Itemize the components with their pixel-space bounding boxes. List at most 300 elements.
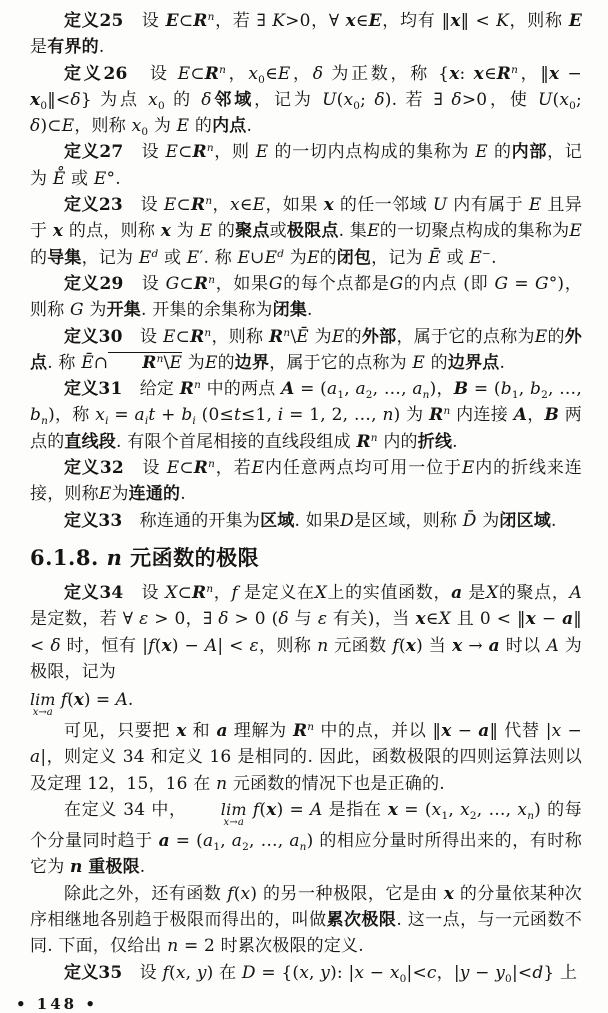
text-run: ，|: [436, 962, 460, 983]
text-run: 外部: [361, 326, 397, 347]
text-run: n: [204, 326, 212, 339]
text-run: 为: [171, 221, 200, 242]
text-run: x: [95, 405, 106, 426]
text-run: 上的实值函数，: [327, 582, 452, 603]
text-run: ，均有 ‖: [381, 11, 451, 31]
text-run: 的聚点，: [498, 582, 570, 603]
text-run: = (: [294, 379, 327, 400]
text-run: X: [314, 582, 327, 603]
text-run: (: [259, 800, 267, 821]
text-run: n: [205, 195, 213, 208]
text-run: E: [367, 221, 380, 242]
text-run: ，属于它的点称为: [269, 352, 413, 373]
text-run: (: [398, 635, 406, 656]
text-run: ∈: [355, 11, 369, 31]
text-run: x: [473, 63, 484, 84]
text-run: R: [142, 352, 157, 373]
text-run: 1: [441, 810, 449, 823]
text-run: R: [429, 405, 444, 426]
text-run: .: [180, 484, 186, 505]
text-run: E: [528, 195, 542, 216]
text-run: A: [204, 635, 218, 656]
text-run: →: [462, 635, 489, 656]
text-run: ⊂: [190, 63, 205, 84]
text-run: x: [517, 800, 528, 821]
text-run: .: [307, 300, 313, 321]
text-run: (: [154, 635, 162, 656]
text-run: 内任意两点均可用一位于: [264, 458, 462, 479]
text-run: 内连接: [450, 405, 514, 426]
text-run: R: [190, 326, 205, 347]
text-run: > 0 (: [228, 609, 279, 630]
text-run: . 称: [47, 352, 82, 373]
text-run: 设: [123, 273, 166, 294]
text-run: 为: [284, 247, 307, 268]
text-run: x: [405, 635, 417, 656]
text-run: x: [131, 116, 142, 137]
text-run: 的: [319, 247, 337, 268]
text-run: . 开集的余集称为: [141, 300, 273, 321]
text-run: ) 的每个分量同时趋于: [30, 800, 582, 852]
text-run: :: [459, 63, 474, 84]
text-run: d: [532, 962, 544, 983]
text-run: 与: [288, 609, 318, 630]
text-run: 设: [127, 63, 178, 84]
text-run: y: [459, 962, 470, 983]
text-run: = 2 时累次极限的定义.: [178, 936, 364, 957]
text-run: 的: [189, 116, 213, 137]
text-run: x: [387, 800, 399, 821]
text-run: . 这一点，与一元函数不同. 下面，仅给出: [30, 909, 582, 957]
text-run: ，属于它的点称为: [396, 326, 535, 347]
text-run: E: [461, 458, 475, 479]
text-run: x: [525, 609, 537, 630]
text-run: 且 0 < ‖: [450, 609, 526, 630]
text-run: (0≤: [195, 405, 234, 426]
text-run: 的: [212, 221, 236, 242]
text-run: δ: [312, 63, 324, 84]
text-run: 的: [30, 247, 48, 268]
limit-text: lim: [30, 690, 56, 710]
text-run: 元函数的极限: [122, 544, 260, 570]
text-run: 或: [269, 221, 287, 242]
text-run: n: [422, 389, 430, 402]
text-run: x: [73, 690, 84, 711]
text-run: ，记为: [30, 142, 582, 189]
text-run: 定义31: [64, 379, 123, 400]
text-run: n: [307, 721, 315, 734]
text-run: \: [163, 352, 170, 373]
text-run: ⊂: [177, 582, 193, 603]
text-run: n: [382, 405, 394, 426]
text-run: n: [167, 936, 179, 957]
text-run: x: [248, 63, 259, 84]
text-run: (: [233, 883, 241, 904]
text-run: n: [206, 142, 214, 155]
text-run: x: [160, 221, 172, 242]
text-run: ，则称: [258, 635, 318, 656]
text-run: n: [216, 773, 228, 794]
text-run: 有关)，当: [327, 609, 416, 630]
text-run: 的一切内点构成的集称为: [268, 142, 476, 163]
text-run: R: [496, 63, 512, 84]
text-run: .: [139, 857, 146, 878]
text-run: −: [364, 962, 390, 983]
text-run: ) =: [83, 690, 116, 711]
text-run: E: [475, 142, 488, 163]
text-run: G: [268, 273, 283, 294]
text-run: R: [193, 273, 209, 294]
text-run: a: [562, 609, 574, 630]
text-run: ‖ <: [460, 11, 497, 31]
text-run: 为: [308, 326, 332, 347]
text-run: 开集: [106, 300, 142, 321]
text-run: δ: [50, 635, 61, 656]
text-run: 边界: [234, 352, 270, 373]
text-run: )，则称: [30, 273, 582, 321]
text-run: . 如果: [294, 510, 341, 531]
text-run: f: [148, 635, 155, 656]
text-run: ，如果: [215, 273, 269, 294]
limit-formula: [30, 685, 582, 718]
text-run: 的点，则称: [63, 221, 161, 242]
text-run: x: [30, 89, 41, 110]
text-run: 0: [569, 99, 577, 112]
text-run: n: [299, 841, 307, 854]
text-run: a: [412, 379, 423, 400]
text-run: x: [443, 883, 455, 904]
text-run: f: [227, 883, 234, 904]
text-run: 的一切聚点构成的集称为: [379, 221, 570, 242]
text-run: n: [283, 326, 291, 339]
text-run: ⊂: [176, 195, 191, 216]
definition-23: [30, 192, 582, 271]
text-run: (: [336, 89, 344, 110]
text-run: c: [426, 962, 437, 983]
text-run: δ: [30, 116, 41, 137]
text-run: U: [322, 89, 337, 110]
text-run: 的任一邻域: [333, 195, 433, 216]
text-run: 0: [399, 972, 407, 985]
text-run: >0，使: [461, 89, 538, 110]
text-run: ) =: [276, 800, 311, 821]
text-run: 的: [344, 326, 362, 347]
text-run: 设: [122, 326, 163, 347]
text-run: 2: [365, 389, 373, 402]
text-run: 累次极限: [326, 909, 397, 930]
text-run: =: [108, 405, 135, 426]
text-run: ∈: [265, 63, 278, 84]
text-run: 为: [476, 510, 500, 531]
text-run: x: [415, 609, 426, 630]
definition-29: [30, 271, 582, 324]
definition-27: [30, 139, 582, 192]
text-run: 定义34: [64, 582, 124, 603]
text-run: 定义23: [64, 195, 123, 216]
text-run: E: [368, 11, 382, 31]
text-run: = (: [398, 800, 432, 821]
text-run: ) 的另一种极限，它是由: [250, 883, 444, 904]
remark-iterated-limit: [30, 881, 582, 960]
text-run: ，则称: [508, 11, 569, 31]
definition-32: [30, 455, 582, 508]
section-heading-6-1-8: [30, 545, 582, 571]
text-run: x: [450, 11, 461, 31]
text-run: } 上: [543, 962, 578, 983]
text-run: n: [206, 582, 214, 595]
text-run: n: [156, 352, 164, 365]
text-run: x: [354, 962, 365, 983]
text-run: E: [169, 352, 183, 373]
text-run: ⊂: [178, 11, 194, 31]
text-run: .: [115, 168, 121, 189]
text-run: .: [551, 510, 557, 531]
text-run: 导集: [47, 247, 82, 268]
text-run: ⊂: [175, 326, 191, 347]
text-run: ，若: [215, 458, 252, 479]
text-run: B: [544, 405, 560, 426]
text-run: E: [98, 484, 112, 505]
text-run: E: [255, 142, 269, 163]
text-run: δ: [218, 609, 229, 630]
text-run: =: [508, 273, 535, 294]
text-run: a: [216, 721, 228, 742]
text-run: n: [106, 544, 123, 570]
text-run: ，: [226, 63, 249, 84]
text-run: E: [177, 63, 191, 84]
text-run: 定义29: [64, 273, 124, 294]
text-run: i: [277, 405, 284, 426]
text-run: 边界点: [447, 352, 500, 373]
text-run: , …,: [476, 800, 518, 821]
text-run: 6.1.8.: [30, 544, 107, 570]
text-run: ) 在: [206, 962, 242, 983]
text-run: 时以: [499, 635, 547, 656]
text-run: 为极限，记为: [30, 635, 582, 682]
text-run: ，则称: [211, 326, 270, 347]
text-run: y: [196, 962, 207, 983]
text-run: x: [299, 962, 310, 983]
limit-operator: [187, 802, 247, 828]
text-run: 设: [123, 11, 166, 31]
text-run: 给定: [122, 379, 180, 400]
text-run: G: [70, 300, 84, 321]
text-run: ‖<: [47, 89, 71, 110]
text-run: −: [469, 962, 496, 983]
text-run: 重极限: [88, 857, 140, 878]
text-run: ,: [448, 800, 461, 821]
text-run: ε: [317, 609, 328, 630]
text-run: K: [272, 11, 286, 31]
text-run: ，: [527, 405, 545, 426]
text-run: ∈: [425, 609, 439, 630]
text-run: 内点: [212, 116, 247, 137]
text-run: y: [495, 962, 506, 983]
text-run: x: [240, 883, 251, 904]
text-run: G: [389, 273, 404, 294]
text-run: .: [452, 431, 458, 452]
text-run: 1: [337, 389, 345, 402]
text-run: 定义30: [64, 326, 123, 347]
text-run: 元函数: [328, 635, 393, 656]
text-run: n: [194, 379, 202, 392]
text-run: R: [193, 458, 209, 479]
text-run: ∪: [250, 247, 265, 268]
text-run: | <: [217, 635, 250, 656]
text-run: ，: [212, 195, 230, 216]
text-run: ，则: [213, 142, 256, 163]
text-run: b: [181, 405, 193, 426]
text-run: x: [452, 635, 463, 656]
text-run: B: [453, 379, 469, 400]
text-run: U: [432, 195, 448, 216]
text-run: R: [179, 379, 195, 400]
limit-operator: [30, 692, 55, 718]
text-run: 有界的: [47, 37, 99, 58]
text-run: f: [162, 962, 169, 983]
text-run: 直线段: [64, 431, 117, 452]
text-run: R: [192, 582, 207, 603]
text-run: |<: [406, 962, 427, 983]
text-run: ε: [249, 635, 259, 656]
text-run: t: [233, 405, 242, 426]
text-run: ;: [360, 89, 375, 110]
text-run: x: [549, 63, 560, 84]
text-run: 时，恒有 |: [60, 635, 149, 656]
text-run: .: [127, 690, 134, 711]
text-run: ,: [185, 962, 197, 983]
text-run: i: [192, 415, 196, 428]
text-run: 内部: [511, 142, 548, 163]
text-run: R: [269, 326, 284, 347]
text-run: D̄: [462, 510, 477, 531]
text-run: . 集: [338, 221, 368, 242]
text-run: ⊂: [178, 142, 193, 163]
text-run: ‖ <: [30, 609, 582, 656]
text-run: E: [93, 168, 107, 189]
text-run: R: [356, 431, 371, 452]
text-run: 的: [487, 142, 512, 163]
definition-30: [30, 324, 582, 377]
text-run: |<: [511, 962, 533, 983]
text-run: 1: [213, 841, 221, 854]
text-run: 可见，只要把: [64, 721, 177, 742]
text-run: E: [165, 142, 179, 163]
text-run: 2: [242, 841, 250, 854]
text-run: a: [134, 405, 145, 426]
text-run: n: [443, 405, 451, 418]
text-run: ∈: [239, 195, 253, 216]
text-run: 理解为: [227, 721, 293, 742]
text-run: 的每个点都是: [282, 273, 390, 294]
text-run: x: [176, 721, 187, 742]
text-run: 是定义在: [237, 582, 315, 603]
text-run: ,: [309, 962, 321, 983]
text-run: 0: [258, 73, 266, 86]
text-run: E: [138, 247, 152, 268]
text-run: ⊂: [179, 458, 194, 479]
text-run: E: [568, 11, 582, 31]
text-run: 2: [541, 389, 548, 402]
text-run: E: [186, 247, 200, 268]
text-run: )，: [429, 379, 454, 400]
text-run: n: [70, 857, 83, 878]
text-run: G: [534, 273, 549, 294]
text-run: n: [208, 273, 216, 286]
text-run: E: [534, 326, 548, 347]
text-run: 内的: [377, 431, 418, 452]
text-run: E: [252, 195, 266, 216]
remark-norm-equivalence: [30, 718, 582, 797]
text-run: d: [277, 247, 285, 260]
text-run: a: [158, 831, 170, 852]
text-run: 定义33: [64, 510, 123, 531]
text-run: i: [105, 415, 109, 428]
text-run: E: [163, 326, 176, 347]
text-run: 为: [148, 116, 177, 137]
text-run: 或: [441, 247, 470, 268]
text-run: 是: [462, 582, 487, 603]
text-run: R: [191, 195, 206, 216]
limit-text: lim: [220, 800, 247, 820]
text-run: } 为点: [80, 89, 149, 110]
text-run: E: [176, 116, 190, 137]
text-run: , …,: [547, 379, 582, 400]
text-run: −: [536, 609, 563, 630]
text-run: 邻域: [211, 89, 255, 110]
text-run: 区域: [260, 510, 295, 531]
text-run: δ: [278, 609, 289, 630]
text-run: , …,: [249, 831, 290, 852]
definition-26: [30, 61, 582, 140]
text-run: 闭包: [336, 247, 372, 268]
text-run: E: [204, 352, 218, 373]
text-run: |，则定义 34 和定义 16 是相同的. 因此，函数极限的四则运算法则以及定理 12，15，16 在: [30, 747, 582, 794]
text-run: = {(: [255, 962, 300, 983]
text-run: >0，∀: [285, 11, 346, 31]
text-run: (: [552, 89, 560, 110]
text-run: A: [569, 582, 582, 603]
text-run: 定义26: [64, 63, 128, 84]
text-run: 元函数的情况下也是正确的.: [227, 773, 445, 794]
text-run: Ē: [428, 247, 442, 268]
text-run: E: [569, 221, 582, 242]
limit-subscript: x→a: [223, 817, 245, 829]
text-run: −: [482, 247, 492, 260]
text-run: f: [231, 582, 238, 603]
text-run: 的分量依某种次序相继地各别趋于极限而得出的，叫做: [30, 883, 582, 930]
text-run: x: [161, 635, 172, 656]
text-run: E̊: [52, 168, 66, 189]
text-run: x: [345, 11, 356, 31]
text-run: x: [460, 800, 470, 821]
text-run: x: [389, 962, 400, 983]
text-run: ，记为: [371, 247, 429, 268]
text-run: a: [30, 747, 41, 768]
text-run: δ: [451, 89, 462, 110]
text-run: 极限点: [286, 221, 339, 242]
text-run: x: [441, 721, 452, 742]
text-run: °: [106, 168, 116, 189]
text-run: f: [252, 800, 260, 821]
text-run: 内的折线来连接，则称: [30, 458, 583, 505]
text-run: 的: [425, 352, 448, 373]
text-run: A: [546, 635, 559, 656]
text-run: , …,: [372, 379, 413, 400]
text-run: 是: [30, 37, 48, 58]
text-run: ‖ 代替 |: [489, 721, 552, 742]
text-run: x: [449, 63, 460, 84]
